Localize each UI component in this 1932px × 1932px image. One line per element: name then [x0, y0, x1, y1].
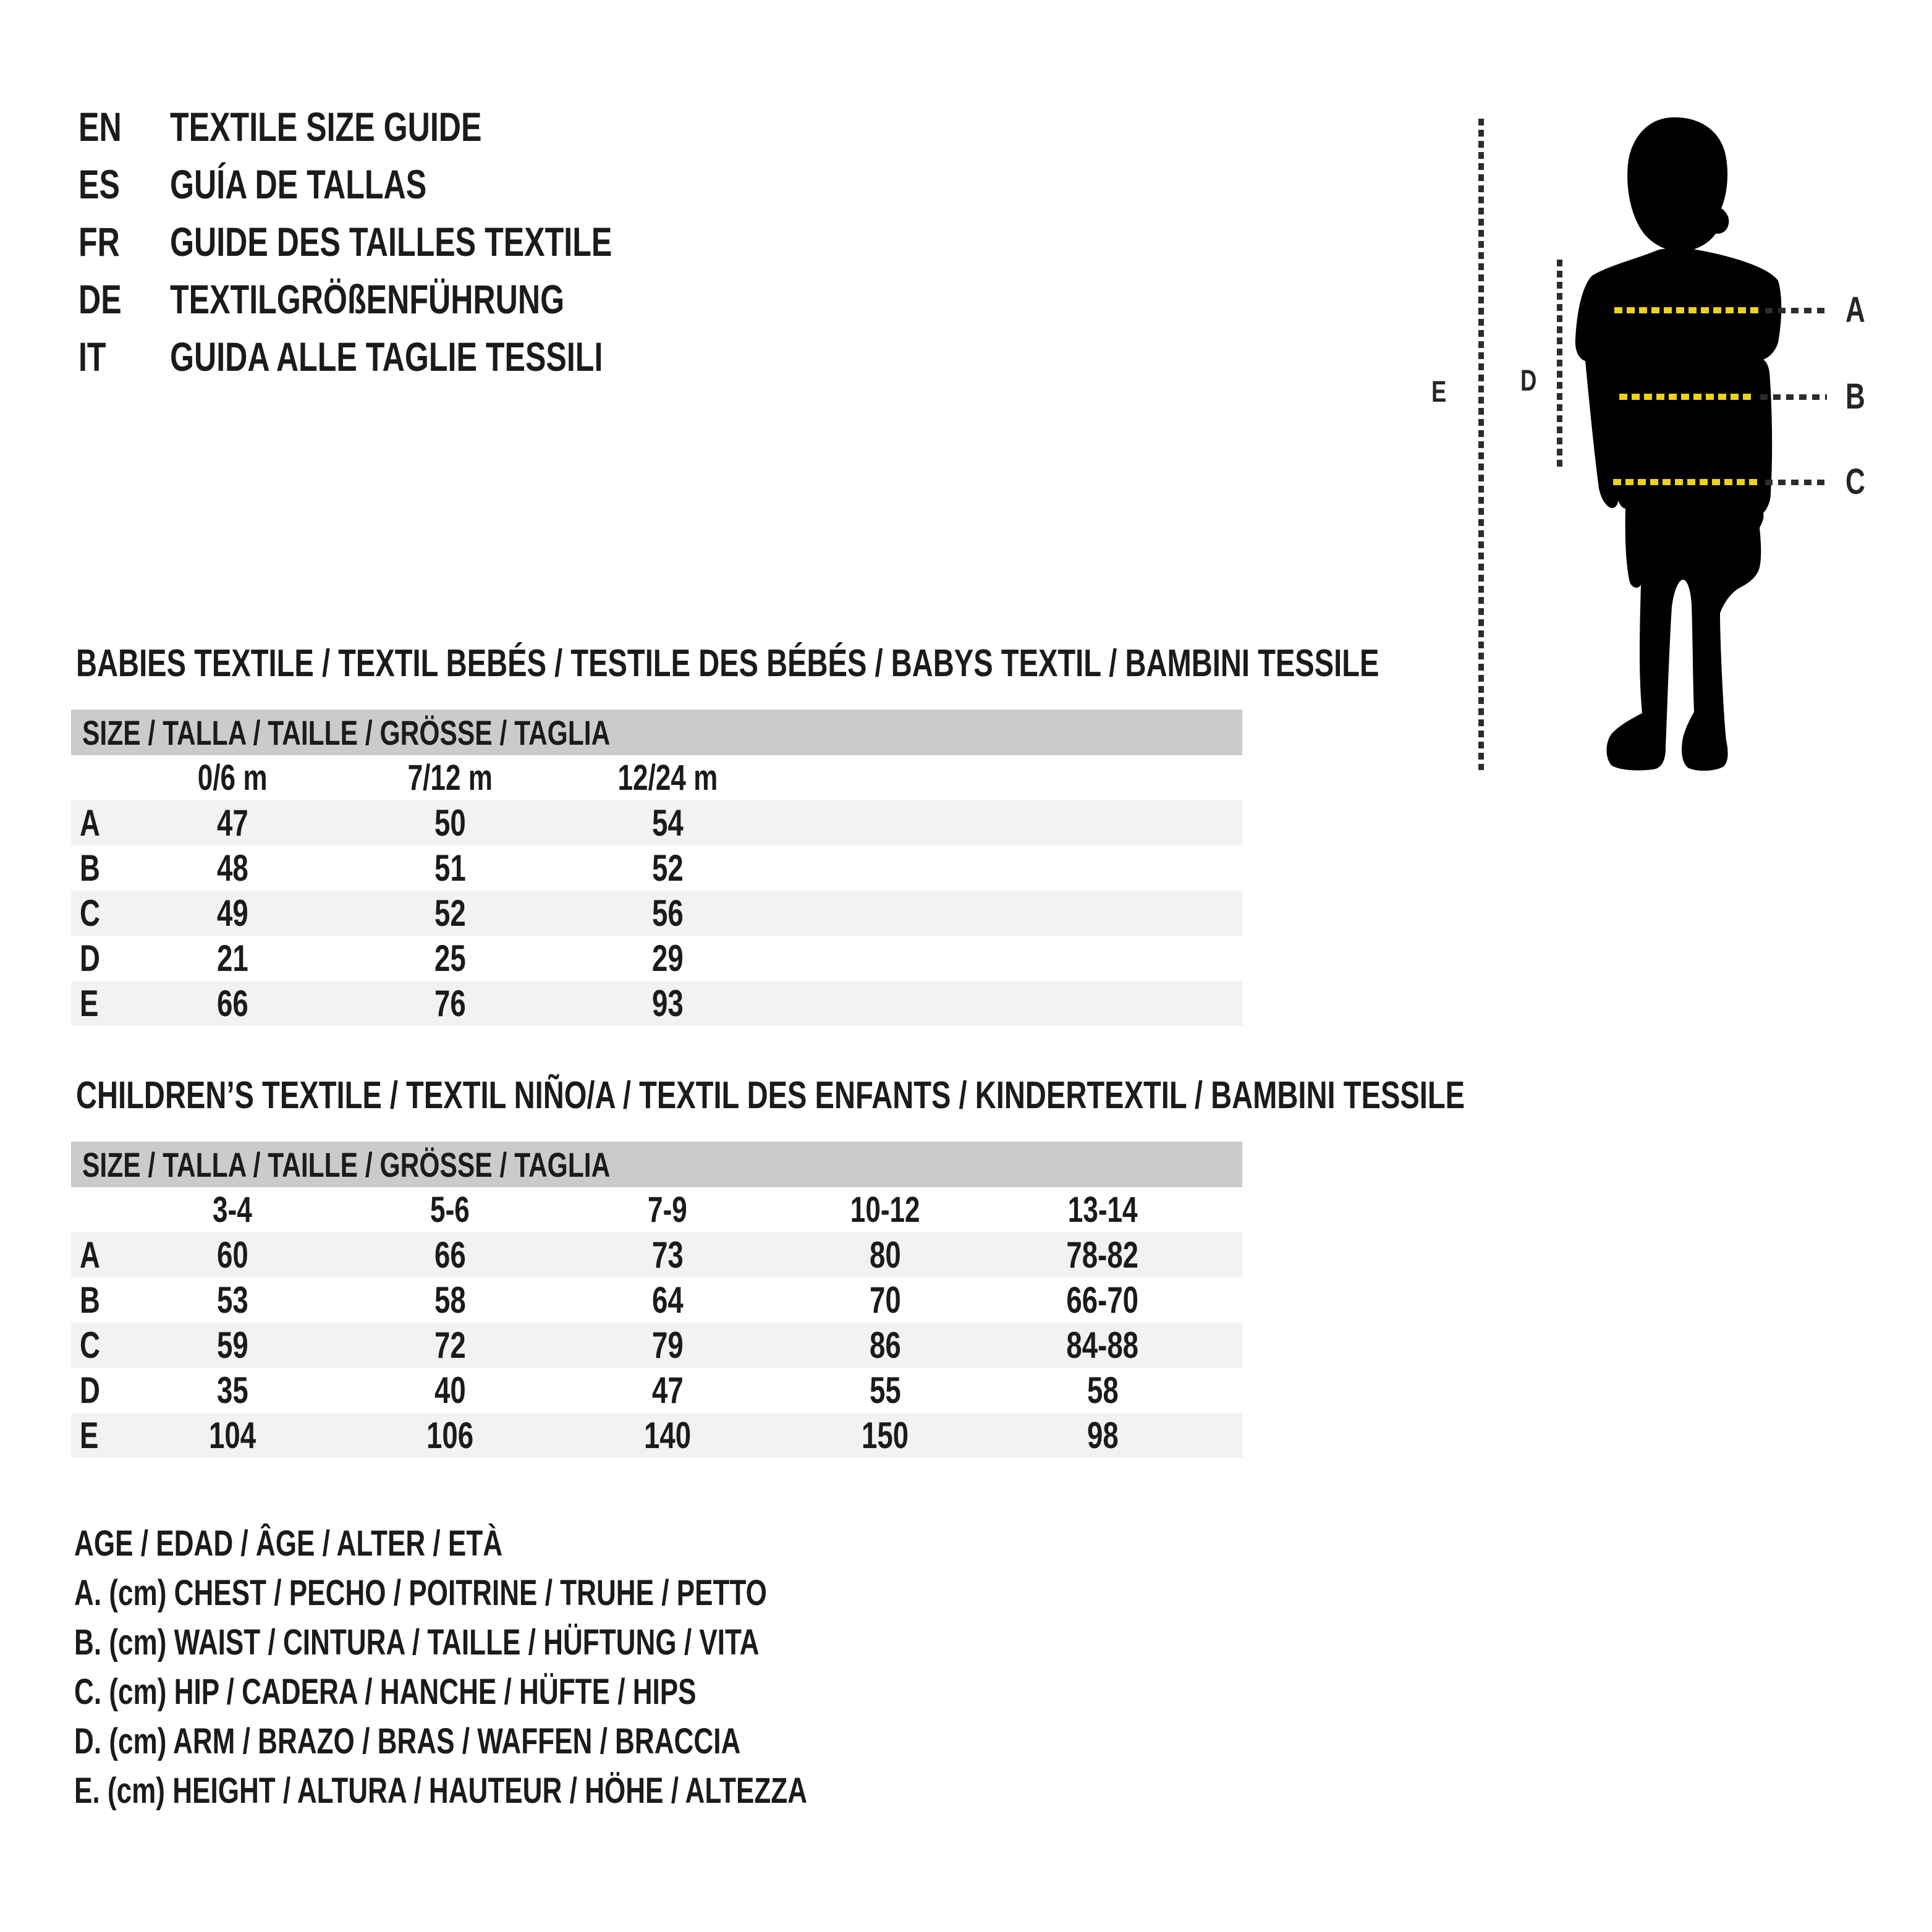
children-col-13-14: 13-14 — [1067, 1190, 1138, 1230]
row-label: A — [80, 802, 100, 844]
babies-row-a: A 47 50 54 — [71, 800, 1242, 845]
row-label: B — [80, 1279, 100, 1321]
children-row-c: C 59 72 79 86 84-88 — [71, 1323, 1242, 1368]
babies-size-header-band: SIZE / TALLA / TAILLE / GRÖSSE / TAGLIA — [71, 710, 1242, 755]
legend-chest: A. (cm) CHEST / PECHO / POITRINE / TRUHE / PETTO — [74, 1572, 767, 1613]
lang-row-fr — [78, 213, 752, 270]
row-label: E — [80, 1415, 99, 1456]
children-col-3-4: 3-4 — [213, 1190, 252, 1230]
babies-size-table — [71, 710, 1242, 1026]
lang-code-fr: FR — [78, 218, 120, 265]
row-label: D — [80, 1370, 100, 1411]
lang-row-de — [78, 270, 752, 328]
legend-hip: C. (cm) HIP / CADERA / HANCHE / HÜFTE / HIPS — [74, 1671, 697, 1712]
lang-code-en: EN — [78, 103, 122, 150]
chest-measure-line-a — [1614, 307, 1760, 313]
row-label: C — [80, 892, 100, 934]
title-fr: GUIDE DES TAILLES TEXTILE — [170, 218, 612, 265]
lang-row-es — [78, 155, 752, 213]
children-size-header-band: SIZE / TALLA / TAILLE / GRÖSSE / TAGLIA — [71, 1142, 1242, 1187]
children-row-e: E 104 106 140 150 98 — [71, 1413, 1242, 1458]
measure-label-a: A — [1845, 290, 1865, 330]
children-size-table — [71, 1142, 1242, 1458]
language-title-block — [78, 98, 752, 385]
children-row-b: B 53 58 64 70 66-70 — [71, 1277, 1242, 1323]
row-label: C — [80, 1324, 100, 1366]
lang-row-it — [78, 328, 752, 385]
legend-waist: B. (cm) WAIST / CINTURA / TAILLE / HÜFTUNG / VITA — [74, 1622, 760, 1663]
children-section-title: CHILDREN’S TEXTILE / TEXTIL NIÑO/A / TEXTIL DES ENFANTS / KINDERTEXTIL / BAMBINI TESSILE — [76, 1074, 1465, 1117]
row-label: E — [80, 983, 99, 1024]
measure-label-c: C — [1845, 462, 1865, 502]
children-column-header-row — [71, 1187, 1242, 1232]
legend-height: E. (cm) HEIGHT / ALTURA / HAUTEUR / HÖHE / ALTEZZA — [74, 1770, 808, 1811]
children-row-a: A 60 66 73 80 78-82 — [71, 1232, 1242, 1277]
hip-measure-line-c — [1613, 479, 1760, 485]
waist-measure-line-b — [1619, 394, 1755, 400]
lang-row-en — [78, 98, 752, 155]
babies-row-b: B 48 51 52 — [71, 845, 1242, 891]
legend-arm: D. (cm) ARM / BRAZO / BRAS / WAFFEN / BRACCIA — [74, 1721, 741, 1761]
lang-code-it: IT — [78, 333, 106, 379]
babies-column-header-row — [71, 755, 1242, 800]
babies-row-e: E 66 76 93 — [71, 981, 1242, 1026]
babies-section-title: BABIES TEXTILE / TEXTIL BEBÉS / TESTILE DES BÉBÉS / BABYS TEXTIL / BAMBINI TESSILE — [76, 642, 1379, 685]
lang-code-de: DE — [78, 276, 122, 322]
row-label: A — [80, 1234, 100, 1276]
babies-row-c: C 49 52 56 — [71, 891, 1242, 936]
measure-label-d: D — [1520, 365, 1537, 397]
babies-row-d: D 21 25 29 — [71, 936, 1242, 981]
chest-measure-leader-a — [1765, 308, 1827, 313]
measure-legend — [74, 1519, 1039, 1815]
babies-col-12-24m: 12/24 m — [617, 758, 718, 798]
children-col-7-9: 7-9 — [648, 1190, 687, 1230]
lang-code-es: ES — [78, 161, 120, 207]
hip-measure-leader-c — [1765, 480, 1827, 485]
title-en: TEXTILE SIZE GUIDE — [170, 103, 482, 150]
title-it: GUIDA ALLE TAGLIE TESSILI — [170, 333, 603, 379]
measure-label-b: B — [1845, 376, 1865, 417]
title-de: TEXTILGRÖßENFÜHRUNG — [170, 276, 565, 322]
arm-measure-line-d — [1557, 260, 1562, 467]
row-label: D — [80, 938, 100, 979]
title-es: GUÍA DE TALLAS — [170, 161, 427, 207]
children-row-d: D 35 40 47 55 58 — [71, 1368, 1242, 1413]
waist-measure-leader-b — [1760, 394, 1827, 400]
children-col-10-12: 10-12 — [850, 1190, 920, 1230]
legend-age: AGE / EDAD / ÂGE / ALTER / ETÀ — [74, 1523, 503, 1564]
babies-col-7-12m: 7/12 m — [407, 758, 493, 798]
babies-col-0-6m: 0/6 m — [197, 758, 268, 798]
row-label: B — [80, 847, 100, 889]
measure-label-e: E — [1431, 376, 1447, 409]
children-col-5-6: 5-6 — [430, 1190, 470, 1230]
